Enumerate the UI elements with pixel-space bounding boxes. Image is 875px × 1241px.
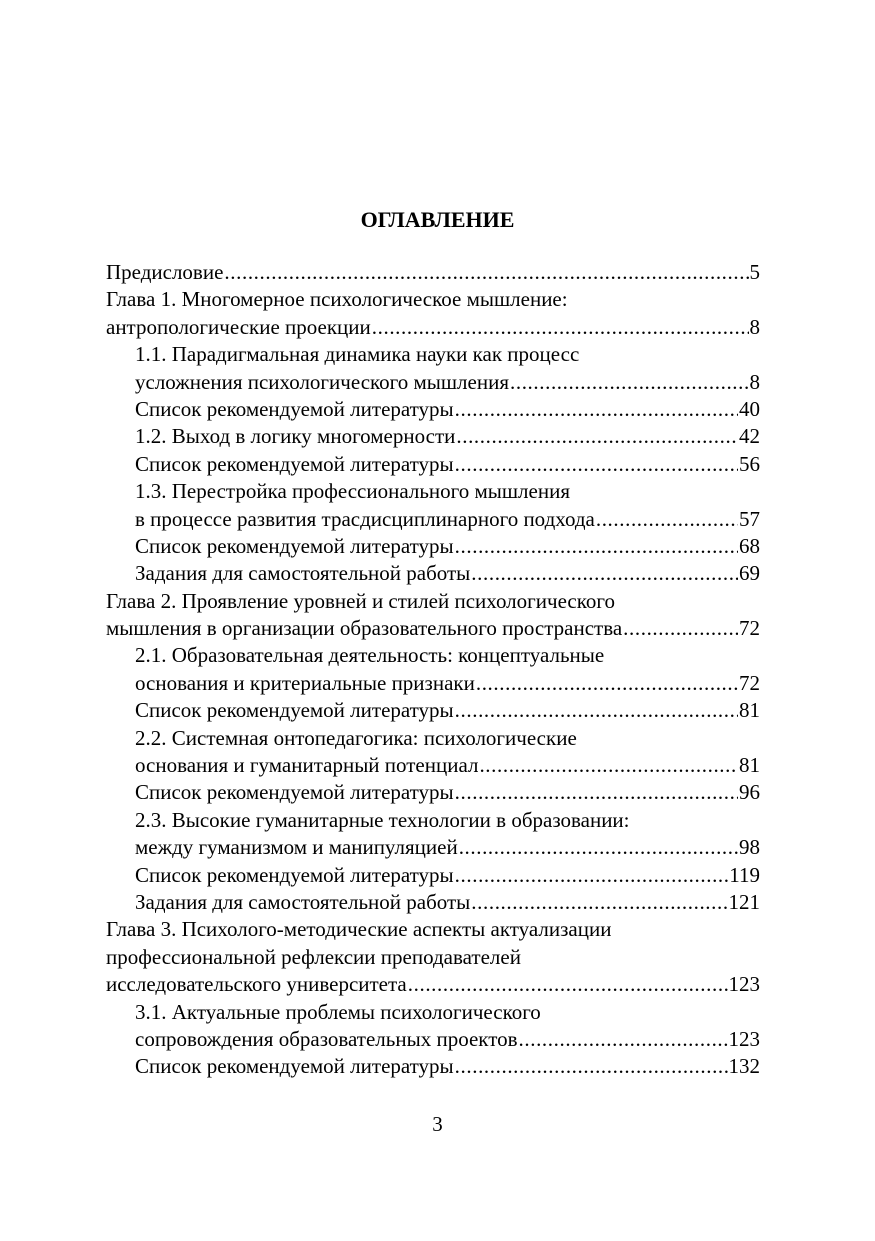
toc-entry-final-line	[135, 396, 760, 423]
toc-entry-text: исследовательского университета	[106, 972, 407, 997]
toc-entry-line: профессиональной рефлексии преподавателей	[106, 944, 521, 969]
toc-entry	[106, 341, 760, 396]
toc-entry-line: 1.1. Парадигмальная динамика науки как процесс	[135, 342, 580, 367]
toc-page-number: 40	[739, 396, 760, 421]
dot-leader	[455, 451, 738, 478]
toc-page-number: 8	[749, 314, 760, 339]
toc-entry-final-line	[135, 423, 760, 450]
toc-entry	[106, 779, 760, 806]
toc-entry-line: Глава 2. Проявление уровней и стилей психологического	[106, 588, 615, 613]
toc-entry-final-line	[106, 971, 760, 998]
toc-entry-text: Список рекомендуемой литературы	[135, 1054, 454, 1079]
toc-entry-text: Список рекомендуемой литературы	[135, 780, 454, 805]
dot-leader	[510, 369, 749, 396]
dot-leader	[224, 259, 748, 286]
toc-entry	[106, 807, 760, 862]
toc-entry-final-line	[135, 1053, 760, 1080]
toc-entry-final-line	[135, 779, 760, 806]
toc-entry-text: основания и критериальные признаки	[135, 670, 475, 695]
page-title: ОГЛАВЛЕНИЕ	[360, 207, 515, 232]
toc-entry-line: 2.2. Системная онтопедагогика: психологические	[135, 725, 577, 750]
toc-entry-final-line	[135, 506, 760, 533]
dot-leader	[596, 506, 738, 533]
toc-page-number: 123	[728, 972, 760, 997]
toc-entry-final-line	[135, 889, 760, 916]
dot-leader	[456, 423, 738, 450]
toc-page-number: 69	[739, 561, 760, 586]
toc-entry-final-line	[135, 1026, 760, 1053]
toc-entry-line: 1.3. Перестройка профессионального мышления	[135, 479, 570, 504]
toc-entry-final-line	[135, 670, 760, 697]
toc-entry	[106, 697, 760, 724]
toc-entry-text: основания и гуманитарный потенциал	[135, 753, 479, 778]
dot-leader	[408, 971, 728, 998]
toc-page-number: 81	[739, 753, 760, 778]
toc-entry-line: 3.1. Актуальные проблемы психологического	[135, 999, 541, 1024]
toc-page-number: 57	[739, 506, 760, 531]
toc-entry-text: Список рекомендуемой литературы	[135, 396, 454, 421]
toc-entry-text: Список рекомендуемой литературы	[135, 862, 454, 887]
toc-entry-final-line	[135, 862, 760, 889]
toc-page-number: 81	[739, 698, 760, 723]
toc-page-number: 72	[739, 616, 760, 641]
toc-entry	[106, 916, 760, 998]
toc-entry-line: Глава 3. Психолого-методические аспекты актуализации	[106, 917, 612, 942]
toc-entry	[106, 423, 760, 450]
toc-page-number: 68	[739, 533, 760, 558]
dot-leader	[455, 862, 729, 889]
toc-page-number: 42	[739, 424, 760, 449]
toc-entry	[106, 588, 760, 643]
toc-entry-final-line	[135, 451, 760, 478]
toc-entry	[106, 560, 760, 587]
dot-leader	[455, 396, 738, 423]
toc-entry	[106, 642, 760, 697]
toc-entry	[106, 1053, 760, 1080]
toc-entry	[106, 478, 760, 533]
toc-entry	[106, 286, 760, 341]
dot-leader	[471, 889, 727, 916]
toc-entry-text: Список рекомендуемой литературы	[135, 533, 454, 558]
toc-page-number: 56	[739, 451, 760, 476]
dot-leader	[623, 615, 738, 642]
toc-entry	[106, 862, 760, 889]
toc-entry-final-line	[135, 697, 760, 724]
toc-entry-text: антропологические проекции	[106, 314, 371, 339]
toc-entry-text: Список рекомендуемой литературы	[135, 698, 454, 723]
toc-entry	[106, 259, 760, 286]
toc-entry-final-line	[135, 834, 760, 861]
page-number: 3	[432, 1112, 443, 1136]
dot-leader	[455, 779, 738, 806]
dot-leader	[479, 752, 738, 779]
toc-entry-line: 2.3. Высокие гуманитарные технологии в образовании:	[135, 807, 630, 832]
toc-page-number: 96	[739, 780, 760, 805]
toc-entry-text: между гуманизмом и манипуляцией	[135, 835, 458, 860]
toc-entry-text: 1.2. Выход в логику многомерности	[135, 424, 456, 449]
toc-entry	[106, 396, 760, 423]
toc-entry-text: мышления в организации образовательного пространства	[106, 616, 623, 641]
toc-entry	[106, 451, 760, 478]
toc-page-number: 5	[749, 260, 760, 284]
toc-page-number: 8	[749, 369, 760, 394]
dot-leader	[455, 1053, 728, 1080]
toc-entry	[106, 999, 760, 1054]
toc-page-number: 72	[739, 670, 760, 695]
toc-page-number: 121	[728, 889, 760, 914]
dot-leader	[471, 560, 738, 587]
toc-page-number: 132	[728, 1054, 760, 1079]
toc-entry-text: усложнения психологического мышления	[135, 369, 509, 394]
toc-entry	[106, 533, 760, 560]
toc-entry-final-line	[106, 314, 760, 341]
toc-entry-text: Задания для самостоятельной работы	[135, 889, 471, 914]
dot-leader	[455, 533, 738, 560]
dot-leader	[476, 670, 738, 697]
toc-entry-line: 2.1. Образовательная деятельность: концептуальные	[135, 643, 605, 668]
toc-entry-final-line	[135, 533, 760, 560]
toc-entry-text: сопровождения образовательных проектов	[135, 1026, 518, 1051]
toc-entry-final-line	[106, 259, 760, 286]
toc-entry-final-line	[135, 369, 760, 396]
toc-entry-final-line	[135, 752, 760, 779]
dot-leader	[455, 697, 738, 724]
toc-entry	[106, 725, 760, 780]
dot-leader	[372, 314, 749, 341]
toc-entry	[106, 889, 760, 916]
toc-entry-text: Предисловие	[106, 260, 224, 284]
toc-entry-text: Список рекомендуемой литературы	[135, 451, 454, 476]
toc-page-number: 119	[729, 862, 760, 887]
dot-leader	[459, 834, 738, 861]
toc-entry-line: Глава 1. Многомерное психологическое мышление:	[106, 287, 568, 312]
toc-page-number: 123	[728, 1026, 760, 1051]
toc-entry-final-line	[135, 560, 760, 587]
toc-entry-text: Задания для самостоятельной работы	[135, 561, 471, 586]
table-of-contents	[106, 259, 760, 1081]
toc-entry-final-line	[106, 615, 760, 642]
toc-entry-text: в процессе развития трасдисциплинарного подхода	[135, 506, 595, 531]
dot-leader	[519, 1026, 728, 1053]
toc-page-number: 98	[739, 835, 760, 860]
